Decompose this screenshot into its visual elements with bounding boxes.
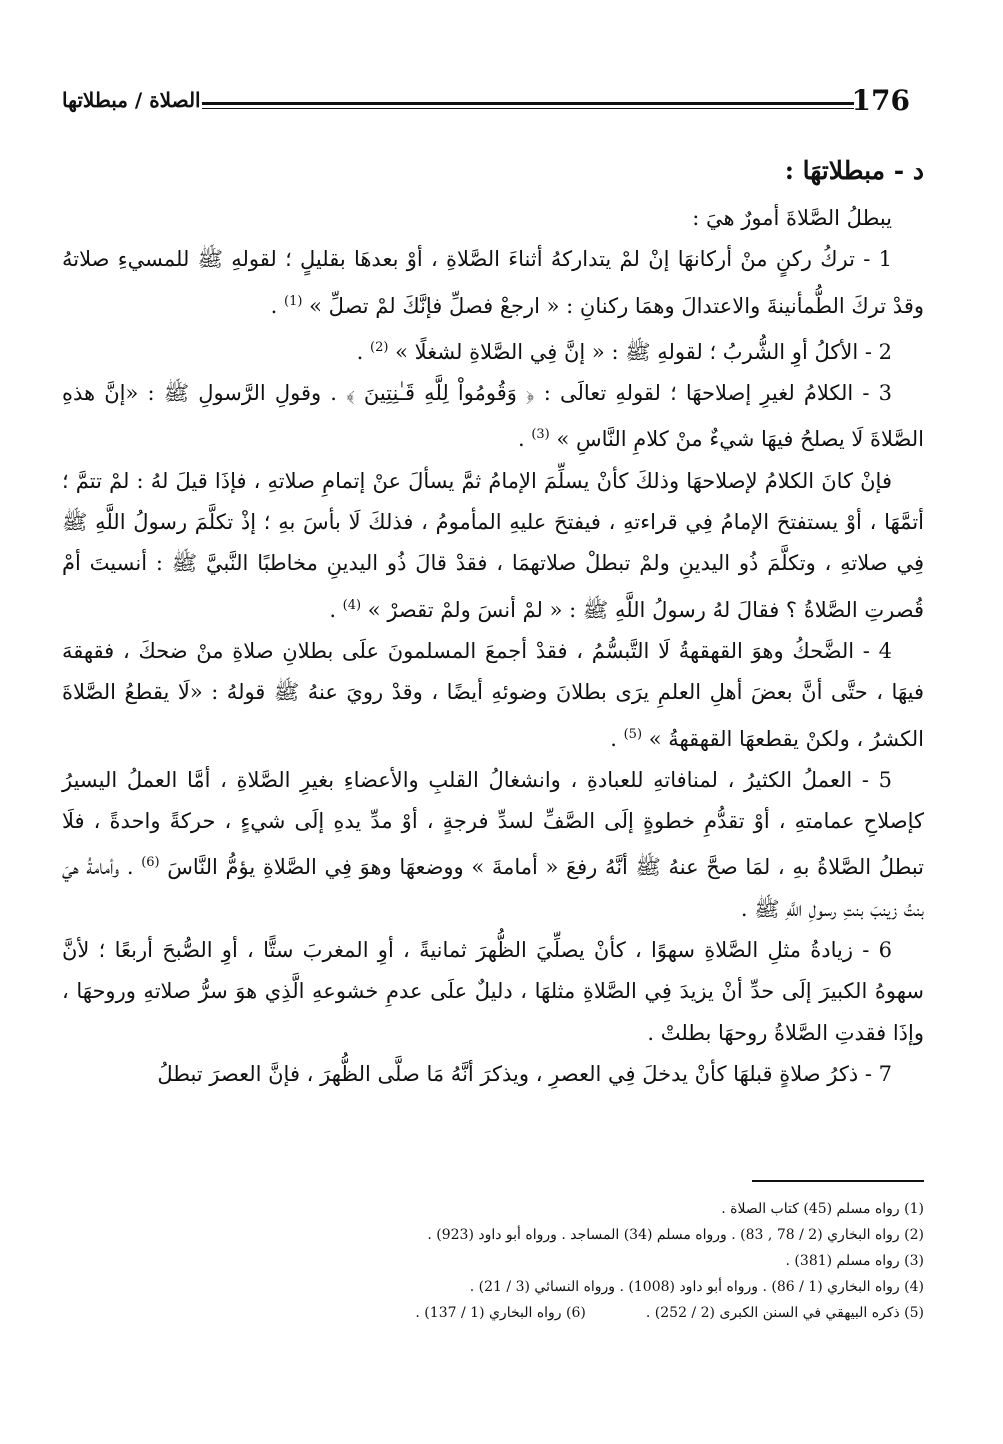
footnote-row xyxy=(62,1300,924,1326)
paragraph-5-text: 5 - العملُ الكثيرُ ، لمنافاتهِ للعبادةِ ، وانشغالُ القلبِ والأعضاءِ بغيرِ الصَّلاةِ ، أمَّا العملُ اليسيرُ كإصلاحِ عمامتهِ ، أوْ تقدُّمِ خطوةٍ إلَى الصَّفِّ لسدِّ فرجةٍ ، أوْ مدِّ يدهِ إلَى شيءٍ ، حركةً واحدةً ، فلَا تبطلُ الصَّلاةُ بهِ ، لمَا صحَّ عنهُ ﷺ أنَّهُ رفعَ « أمامةَ » ووضعهَا وهوَ فِي الصَّلاةِ يؤمُّ النَّاسَ xyxy=(62,767,925,880)
paragraph-3: 3 - الكلامُ لغيرِ إصلاحهَا ؛ لقولهِ تعالَى : ﴿ وَقُومُواْ لِلَّهِ قَـٰنِتِينَ ﴾ . وقولِ الرَّسولِ ﷺ : «إنَّ هذهِ الصَّلاةَ لَا يصلحُ فيهَا شيءٌ منْ كلامِ النَّاسِ » $^{(3)}$ . xyxy=(62,381,924,452)
paragraph-4-text: 4 - الضَّحكُ وهوَ القهقهةُ لَا التَّبسُّمُ ، فقدْ أجمعَ المسلمونَ علَى بطلانِ صلاةِ منْ ضحكَ ، فقهقهَ فيهَا ، حتَّى أنَّ بعضَ أهلِ العلمِ يرَى بطلانَ وضوئهِ أيضًا ، وقدْ رويَ عنهُ ﷺ قولهُ : «لَا يقطعُ الصَّلاةَ الكشرُ ، ولكنْ يقطعهَا القهقهةُ » xyxy=(62,638,924,751)
intro-paragraph: يبطلُ الصَّلاةَ أمورٌ هيَ : xyxy=(692,206,892,230)
footnote-2: (2) رواه البخاري (2 / 78 , 83) . ورواه مسلم (34) المساجد . ورواه أبو داود (923) . xyxy=(427,1227,924,1243)
page-body xyxy=(62,150,924,1095)
footnote-ref-1: (1) xyxy=(284,293,303,309)
paragraph-6: 6 - زيادةُ مثلِ الصَّلاةِ سهوًا ، كأنْ يصلِّيَ الظُّهرَ ثمانيةً ، أوِ المغربَ ستًّا ، أوِ الصُّبحَ أربعًا ؛ لأنَّ سهوهُ الكبيرَ إلَى حدِّ أنْ يزيدَ فِي الصَّلاةِ مثلهَا ، دليلٌ علَى عدمِ خشوعهِ الَّذِي هوَ سرُّ صلاتهِ وروحهَا ، وإذَا فقدتِ الصَّلاةُ روحهَا بطلتْ . xyxy=(62,938,924,1045)
footnote-5: (5) ذكره البيهقي في السنن الكبرى (2 / 252) . xyxy=(645,1305,924,1321)
paragraph-7: 7 - ذكرُ صلاةٍ قبلهَا كأنْ يدخلَ فِي العصرِ ، ويذكرَ أنَّهُ مَا صلَّى الظُّهرَ ، فإنَّ العصرَ تبطلُ xyxy=(157,1061,892,1086)
section-heading: د - مبطلاتهَا : xyxy=(784,156,924,185)
page-number: 176 xyxy=(851,84,910,117)
paragraph-3-text: 3 - الكلامُ لغيرِ إصلاحهَا ؛ لقولهِ تعالَى : ﴿ وَقُومُواْ لِلَّهِ قَـٰنِتِينَ ﴾ . وقولِ الرَّسولِ ﷺ : «إنَّ هذهِ الصَّلاةَ لَا يصلحُ فيهَا شيءٌ منْ كلامِ النَّاسِ » xyxy=(62,381,924,452)
footnote-ref-6: (6) xyxy=(141,855,160,871)
footnotes xyxy=(62,1196,924,1326)
footnote-ref-2: (2) xyxy=(370,339,389,355)
book-page xyxy=(62,70,924,1410)
paragraph-4: 4 - الضَّحكُ وهوَ القهقهةُ لَا التَّبسُّمُ ، فقدْ أجمعَ المسلمونَ علَى بطلانِ صلاةِ منْ ضحكَ ، فقهقهَ فيهَا ، حتَّى أنَّ بعضَ أهلِ العلمِ يرَى بطلانَ وضوئهِ أيضًا ، وقدْ رويَ عنهُ ﷺ قولهُ : «لَا يقطعُ الصَّلاةَ الكشرُ ، ولكنْ يقطعهَا القهقهةُ » $^{(5)}$ . xyxy=(62,638,924,751)
paragraph-1: 1 - تركُ ركنٍ منْ أركانهَا إنْ لمْ يتداركهُ أثناءَ الصَّلاةِ ، أوْ بعدهَا بقليلٍ ؛ لقولهِ ﷺ للمسيءِ صلاتهُ وقدْ تركَ الطُّمأنينةَ والاعتدالَ وهمَا ركنانِ : « ارجعْ فصلِّ فإنَّكَ لمْ تصلِّ » $^{(1)}$ . xyxy=(62,247,924,318)
footnote-3: (3) رواه مسلم (381) . xyxy=(785,1253,924,1269)
footnote-ref-3: (3) xyxy=(531,427,550,443)
page-header xyxy=(62,84,924,124)
footnote-ref-5: (5) xyxy=(623,726,643,742)
paragraph-1-text: 1 - تركُ ركنٍ منْ أركانهَا إنْ لمْ يتداركهُ أثناءَ الصَّلاةِ ، أوْ بعدهَا بقليلٍ ؛ لقولهِ ﷺ للمسيءِ صلاتهُ وقدْ تركَ الطُّمأنينةَ والاعتدالَ وهمَا ركنانِ : « ارجعْ فصلِّ فإنَّكَ لمْ تصلِّ » xyxy=(62,247,924,318)
footnote-4: (4) رواه البخاري (1 / 86) . ورواه أبو داود (1008) . ورواه النسائي (3 / 21) . xyxy=(469,1279,924,1295)
paragraph-3b-text: فإنْ كانَ الكلامُ لإصلاحهَا وذلكَ كأنْ يسلِّمَ الإمامُ ثمَّ يسألَ عنْ إتمامِ صلاتهِ ، فإذَا قيلَ لهُ : لمْ تتمَّ ؛ أتمَّهَا ، أوْ يستفتحَ الإمامُ فِي قراءتهِ ، فيفتحَ عليهِ المأمومُ ، فذلكَ لَا بأسَ بهِ ؛ إذْ تكلَّمَ رسولُ اللَّهِ ﷺ فِي صلاتهِ ، وتكلَّمَ ذُو اليدينِ ولمْ تبطلْ صلاتهمَا ، فقدْ قالَ ذُو اليدينِ مخاطبًا النَّبيَّ ﷺ : أنسيتَ أمْ قُصرتِ الصَّلاةُ ؟ فقالَ لهُ رسولُ اللَّهِ ﷺ : « لمْ أنسَ ولمْ تقصرْ » xyxy=(62,468,924,622)
paragraph-2-text: 2 - الأكلُ أوِ الشُّربُ ؛ لقولهِ ﷺ : « إنَّ فِي الصَّلاةِ لشغلًا » xyxy=(395,339,892,364)
paragraph-5 xyxy=(62,760,924,930)
paragraph-3b: فإنْ كانَ الكلامُ لإصلاحهَا وذلكَ كأنْ يسلِّمَ الإمامُ ثمَّ يسألَ عنْ إتمامِ صلاتهِ ، فإذَا قيلَ لهُ : لمْ تتمَّ ؛ أتمَّهَا ، أوْ يستفتحَ الإمامُ فِي قراءتهِ ، فيفتحَ عليهِ المأمومُ ، فذلكَ لَا بأسَ بهِ ؛ إذْ تكلَّمَ رسولُ اللَّهِ ﷺ فِي صلاتهِ ، وتكلَّمَ ذُو اليدينِ ولمْ تبطلْ صلاتهمَا ، فقدْ قالَ ذُو اليدينِ مخاطبًا النَّبيَّ ﷺ : أنسيتَ أمْ قُصرتِ الصَّلاةُ ؟ فقالَ لهُ رسولُ اللَّهِ ﷺ : « لمْ أنسَ ولمْ تقصرْ » $^{(4)}$ . xyxy=(62,468,924,622)
header-rule xyxy=(202,102,854,109)
footnote-ref-4: (4) xyxy=(342,597,362,613)
footnote-separator xyxy=(752,1180,924,1182)
footnote-1: (1) رواه مسلم (45) كتاب الصلاة . xyxy=(721,1201,924,1217)
footnote-6: (6) رواه البخاري (1 / 137) . xyxy=(415,1305,586,1321)
paragraph-5-tail: . وأمامةُ هيَ بنتُ زينبَ بنتِ رسولِ اللَّهِ ﷺ . xyxy=(62,855,924,921)
paragraph-2: 2 - الأكلُ أوِ الشُّربُ ؛ لقولهِ ﷺ : « إنَّ فِي الصَّلاةِ لشغلًا » $^{(2)}$ . xyxy=(356,339,892,364)
running-title: الصلاة / مبطلاتها xyxy=(62,88,201,112)
